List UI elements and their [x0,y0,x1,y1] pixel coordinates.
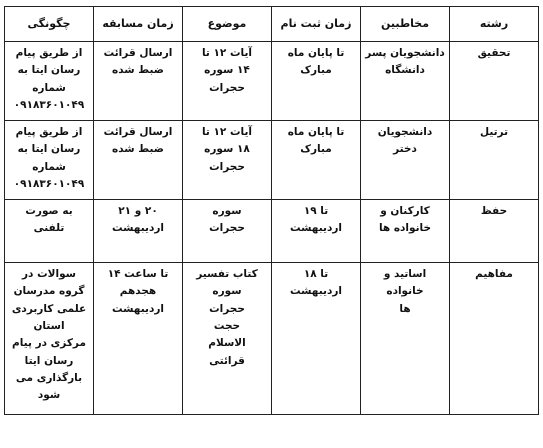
header-audience: مخاطبین [361,7,450,42]
header-registration: زمان ثبت نام [272,7,361,42]
cell-field: ترتیل [450,121,539,200]
cell-registration: تا پایان ماه مبارک [272,42,361,121]
cell-topic: آیات ۱۲ تا ۱۴ سوره حجرات [183,42,272,121]
table-row [5,42,539,121]
header-row [5,7,539,42]
cell-competition-time: تا ساعت ۱۴ هجدهم اردیبهشت [94,263,183,415]
cell-topic: سوره حجرات [183,200,272,263]
cell-method: سوالات در گروه مدرسان علمی کاربردی استان مرکزی در پیام رسان ایتا بارگذاری می شود [5,263,94,415]
header-method: چگونگی [5,7,94,42]
cell-audience: دانشجویان پسر دانشگاه [361,42,450,121]
cell-field: مفاهیم [450,263,539,415]
cell-audience: دانشجویان دختر [361,121,450,200]
competition-table [4,6,539,415]
cell-field: تحقیق [450,42,539,121]
cell-competition-time: ۲۰ و ۲۱ اردیبهشت [94,200,183,263]
cell-topic: کتاب تفسیر سوره حجرات حجت الاسلام قرائتی [183,263,272,415]
header-field: رشته [450,7,539,42]
cell-audience: اساتید و خانواده ها [361,263,450,415]
cell-competition-time: ارسال قرائت ضبط شده [94,42,183,121]
cell-topic: آیات ۱۲ تا ۱۸ سوره حجرات [183,121,272,200]
cell-method: از طریق پیام رسان ایتا به شماره ۰۹۱۸۳۶۰۱۰۴۹ [5,121,94,200]
table-row [5,263,539,415]
header-competition-time: زمان مسابقه [94,7,183,42]
header-topic: موضوع [183,7,272,42]
cell-registration: تا ۱۹ اردیبهشت [272,200,361,263]
cell-method: از طریق پیام رسان ایتا به شماره ۰۹۱۸۳۶۰۱۰۴۹ [5,42,94,121]
cell-competition-time: ارسال قرائت ضبط شده [94,121,183,200]
table-row [5,121,539,200]
cell-method: به صورت تلفنی [5,200,94,263]
competition-schedule-sheet [4,6,539,442]
cell-registration: تا ۱۸ اردیبهشت [272,263,361,415]
cell-registration: تا پایان ماه مبارک [272,121,361,200]
cell-field: حفظ [450,200,539,263]
table-row [5,200,539,263]
cell-audience: کارکنان و خانواده ها [361,200,450,263]
